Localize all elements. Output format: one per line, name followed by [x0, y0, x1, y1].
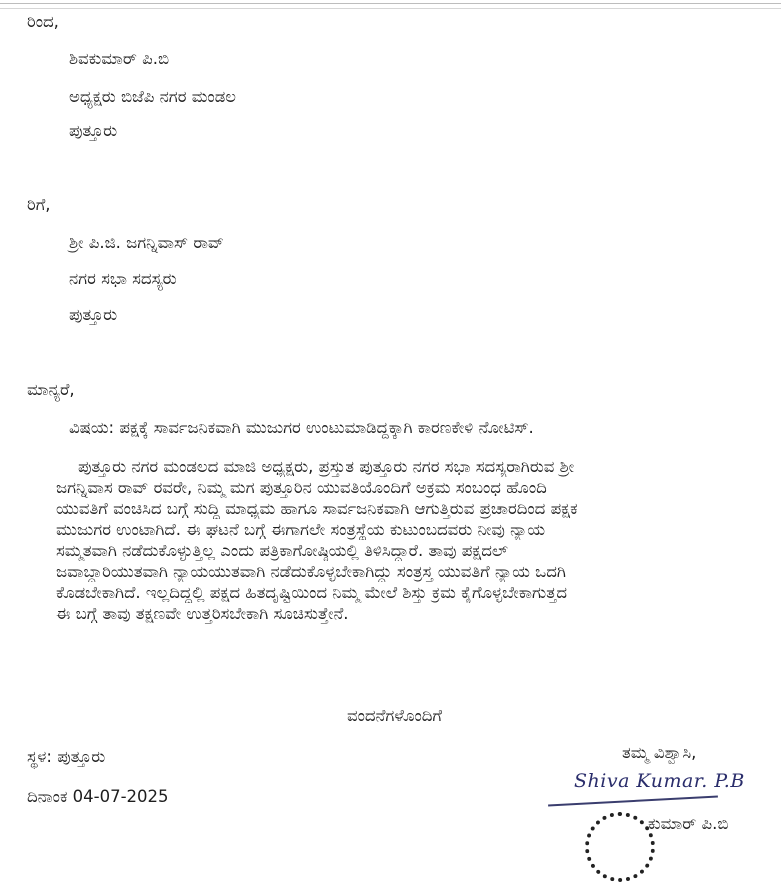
date-line: ದಿನಾಂಕ 04-07-2025 [27, 787, 169, 806]
body-line: ಜಗನ್ನಿವಾಸ ರಾವ್ ರವರೇ, ನಿಮ್ಮ ಮಗ ಪುತ್ತೂರಿನ ಯುವತಿಯೊಂದಿಗೆ ಅಕ್ರಮ ಸಂಬಂಧ ಹೊಂದಿ [56, 478, 547, 497]
scan-top-border [0, 0, 781, 4]
closing: ವಂದನೆಗಳೊಂದಿಗೆ [347, 706, 443, 725]
sender-name: ಶಿವಕುಮಾರ್ ಪಿ.ಬಿ [69, 49, 170, 68]
body-line: ಜವಾಬ್ದಾರಿಯುತವಾಗಿ ನ್ಯಾಯಯುತವಾಗಿ ನಡೆದುಕೊಳ್ಳಬೇಕಾಗಿದ್ದು ಸಂತ್ರಸ್ತ ಯುವತಿಗೆ ನ್ಯಾಯ ಒದಗಿ [56, 562, 566, 581]
body-line: ಪುತ್ತೂರು ನಗರ ಮಂಡಲದ ಮಾಜಿ ಅಧ್ಯಕ್ಷರು, ಪ್ರಸ್ತುತ ಪುತ್ತೂರು ನಗರ ಸಭಾ ಸದಸ್ಯರಾಗಿರುವ ಶ್ರೀ [78, 457, 575, 476]
stamp-seal [585, 812, 655, 882]
sender-title: ಅಧ್ಯಕ್ಷರು ಬಿಜೆಪಿ ನಗರ ಮಂಡಲ [69, 87, 236, 106]
body-line: ಸಮ್ಮತವಾಗಿ ನಡೆದುಕೊಳ್ಳುತ್ತಿಲ್ಲ ಎಂದು ಪತ್ರಿಕಾಗೋಷ್ಠಿಯಲ್ಲಿ ತಿಳಿಸಿದ್ದಾರೆ. ತಾವು ಪಕ್ಷದಲ್ [56, 541, 508, 560]
signature-underline [548, 796, 718, 807]
sender-place: ಪುತ್ತೂರು [69, 121, 118, 140]
yours-faithfully: ತಮ್ಮ ವಿಶ್ವಾಸಿ, [622, 743, 697, 762]
body-paragraph [56, 456, 781, 624]
to-label: ರಿಗೆ, [27, 195, 51, 214]
place-line: ಸ್ಥಳ: ಪುತ್ತೂರು [27, 747, 106, 766]
recipient-title: ನಗರ ಸಭಾ ಸದಸ್ಯರು [69, 269, 177, 288]
salutation: ಮಾನ್ಯರೆ, [27, 380, 75, 399]
body-line: ಕೊಡಬೇಕಾಗಿದೆ. ಇಲ್ಲದಿದ್ದಲ್ಲಿ ಪಕ್ಷದ ಹಿತದೃಷ್ಟಿಯಿಂದ ನಿಮ್ಮ ಮೇಲೆ ಶಿಸ್ತು ಕ್ರಮ ಕೈಗೊಳ್ಳಬೇಕಾಗುತ್ತದ [56, 583, 567, 602]
body-line: ಯುವತಿಗೆ ವಂಚಿಸಿದ ಬಗ್ಗೆ ಸುದ್ದಿ ಮಾಧ್ಯಮ ಹಾಗೂ ಸಾರ್ವಜನಿಕವಾಗಿ ಆಗುತ್ತಿರುವ ಪ್ರಚಾರದಿಂದ ಪಕ್ಷಕ [56, 499, 578, 518]
recipient-place: ಪುತ್ತೂರು [69, 305, 118, 324]
scan-top-rule [0, 8, 781, 9]
recipient-name: ಶ್ರೀ ಪಿ.ಜಿ. ಜಗನ್ನಿವಾಸ್ ರಾವ್ [69, 233, 224, 252]
from-label: ರಿಂದ, [27, 12, 59, 31]
handwritten-signature: Shiva Kumar. P.B [574, 770, 745, 792]
body-line: ಮುಜುಗರ ಉಂಟಾಗಿದೆ. ಈ ಘಟನೆ ಬಗ್ಗೆ ಈಗಾಗಲೇ ಸಂತ್ರಸ್ಥೆಯ ಕುಟುಂಬದವರು ನೀವು ನ್ಯಾಯ [56, 520, 546, 539]
body-line: ಈ ಬಗ್ಗೆ ತಾವು ತಕ್ಷಣವೇ ಉತ್ತರಿಸಬೇಕಾಗಿ ಸೂಚಿಸುತ್ತೇನೆ. [56, 604, 349, 623]
signatory-name: ಕುಮಾರ್ ಪಿ.ಬಿ [648, 814, 729, 833]
subject-line: ವಿಷಯ: ಪಕ್ಷಕ್ಕೆ ಸಾರ್ವಜನಿಕವಾಗಿ ಮುಜುಗರ ಉಂಟುಮಾಡಿದ್ದಕ್ಕಾಗಿ ಕಾರಣಕೇಳಿ ನೋಟಿಸ್. [69, 418, 534, 437]
